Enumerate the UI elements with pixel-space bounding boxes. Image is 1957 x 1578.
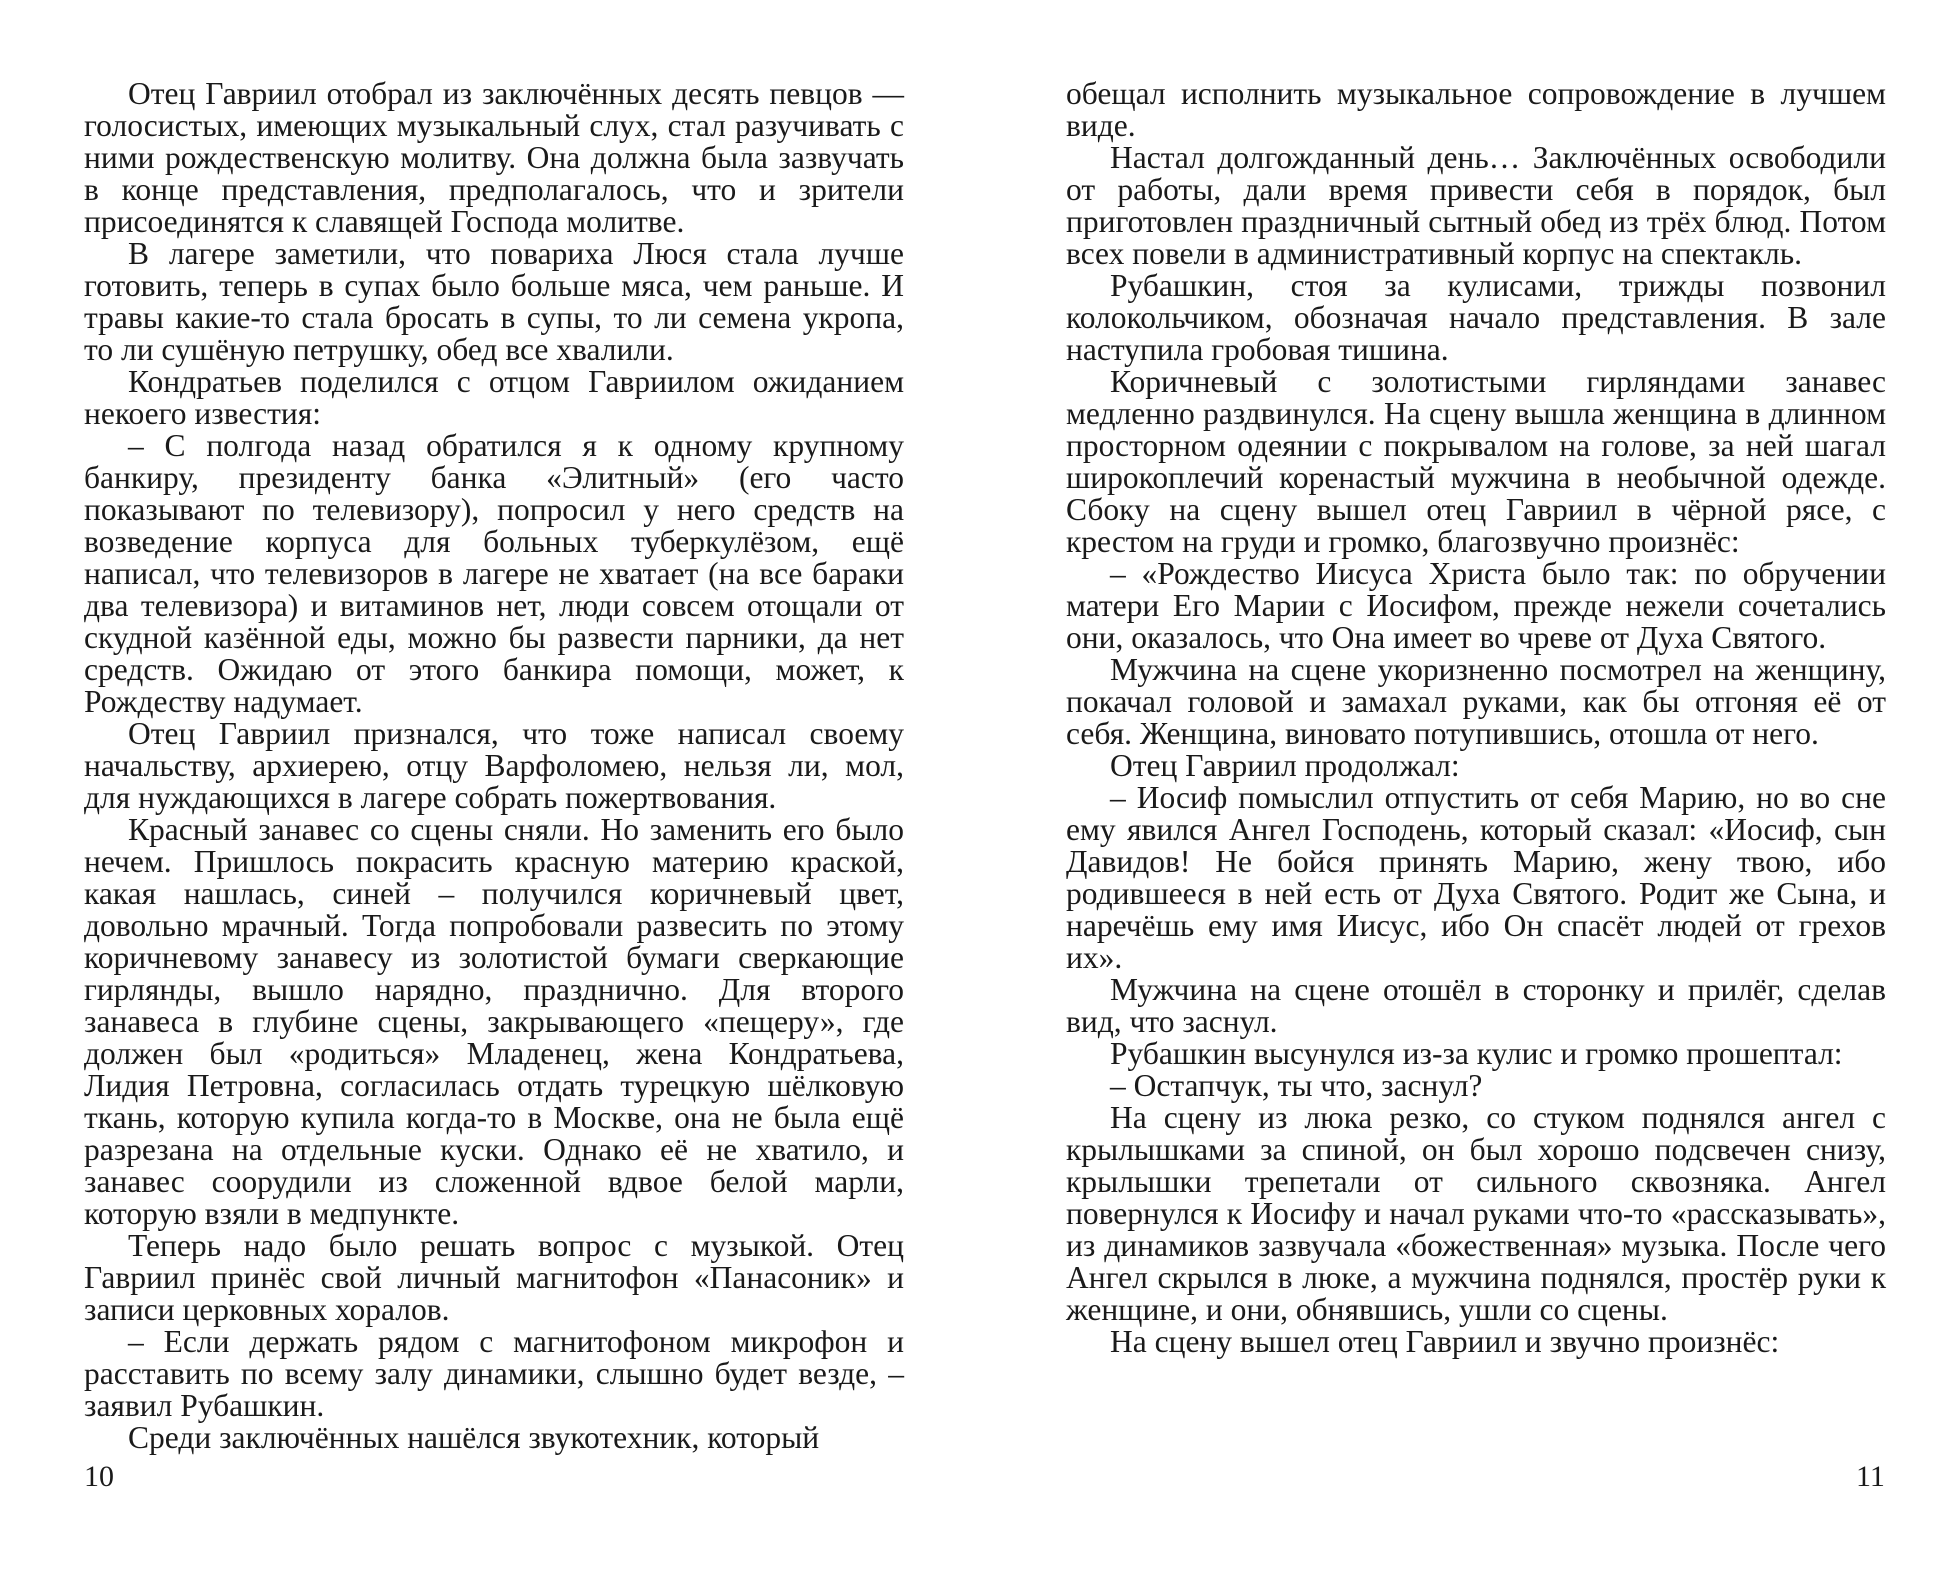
paragraph: – «Рождество Иисуса Христа было так: по обручении матери Его Марии с Иосифом, прежде нежели сочетались они, оказалось, что Она имеет во чреве от Духа Святого. (1066, 556, 1886, 655)
paragraph: В лагере заметили, что повариха Люся стала лучше готовить, теперь в супах было больше мяса, чем раньше. И травы какие-то стала бросать в супы, то ли семена укропа, то ли сушёную петрушку, обед все хвалили. (84, 236, 904, 367)
paragraph: Настал долгожданный день… Заключённых освободили от работы, дали время привести себя в порядок, был приготовлен праздничный сытный обед из трёх блюд. Потом всех повели в административный корпус на спектакль. (1066, 140, 1886, 271)
paragraph: Среди заключённых нашёлся звукотехник, который (128, 1420, 820, 1455)
paragraph: – Иосиф помыслил отпустить от себя Марию, но во сне ему явился Ангел Господень, который сказал: «Иосиф, сын Давидов! Не бойся принять Марию, жену твою, ибо родившееся в ней есть от Духа Святого. Родит же Сына, и наречёшь ему имя Иисус, ибо Он спасёт людей от грехов их». (1066, 780, 1886, 975)
left-page-text (84, 78, 904, 1454)
paragraph: Коричневый с золотистыми гирляндами занавес медленно раздвинулся. На сцену вышла женщина в длинном просторном одеянии с покрывалом на голове, за ней шагал широкоплечий коренастый мужчина в необычной одежде. Сбоку на сцену вышел отец Гавриил в чёрной рясе, с крестом на груди и громко, благозвучно произнёс: (1066, 364, 1886, 559)
right-page (1066, 78, 1886, 1358)
paragraph: Отец Гавриил продолжал: (1110, 748, 1460, 783)
paragraph: Мужчина на сцене отошёл в сторонку и прилёг, сделав вид, что заснул. (1066, 972, 1886, 1039)
paragraph: – Остапчук, ты что, заснул? (1110, 1068, 1483, 1103)
paragraph: На сцену из люка резко, со стуком поднялся ангел с крылышками за спиной, он был хорошо подсвечен снизу, крылышки трепетали от сильного сквозняка. Ангел повернулся к Иосифу и начал руками что-то «рассказывать», из динамиков зазвучала «божественная» музыка. После чего Ангел скрылся в люке, а мужчина поднялся, простёр руки к женщине, и они, обнявшись, ушли со сцены. (1066, 1100, 1886, 1327)
paragraph: Кондратьев поделился с отцом Гавриилом ожиданием некоего известия: (84, 364, 904, 431)
paragraph: Отец Гавриил признался, что тоже написал своему начальству, архиерею, отцу Варфоломею, нельзя ли, мол, для нуждающихся в лагере собрать пожертвования. (84, 716, 904, 815)
paragraph: На сцену вышел отец Гавриил и звучно произнёс: (1110, 1324, 1780, 1359)
paragraph: – Если держать рядом с магнитофоном микрофон и расставить по всему залу динамики, слышно будет везде, – заявил Рубашкин. (84, 1324, 904, 1423)
paragraph: Красный занавес со сцены сняли. Но заменить его было нечем. Пришлось покрасить красную материю краской, какая нашлась, синей – получился коричневый цвет, довольно мрачный. Тогда попробовали развесить по этому коричневому занавесу из золотистой бумаги сверкающие гирлянды, вышло нарядно, празднично. Для второго занавеса в глубине сцены, закрывающего «пещеру», где должен был «родиться» Младенец, жена Кондратьева, Лидия Петровна, согласилась отдать турецкую шёлковую ткань, которую купила когда-то в Москве, она не была ещё разрезана на отдельные куски. Однако её не хватило, и занавес соорудили из сложенной вдвое белой марли, которую взяли в медпункте. (84, 812, 904, 1231)
page-number-left: 10 (84, 1460, 114, 1493)
paragraph: Теперь надо было решать вопрос с музыкой. Отец Гавриил принёс свой личный магнитофон «Панасоник» и записи церковных хоралов. (84, 1228, 904, 1327)
paragraph: Отец Гавриил отобрал из заключённых десять певцов — голосистых, имеющих музыкальный слух, стал разучивать с ними рождественскую молитву. Она должна была зазвучать в конце представления, предполагалось, что и зрители присоединятся к славящей Господа молитве. (84, 76, 904, 239)
paragraph: Рубашкин высунулся из-за кулис и громко прошептал: (1110, 1036, 1843, 1071)
continuation-paragraph: обещал исполнить музыкальное сопровождение в лучшем виде. (1066, 76, 1886, 143)
paragraph: – С полгода назад обратился я к одному крупному банкиру, президенту банка «Элитный» (его часто показывают по телевизору), попросил у него средств на возведение корпуса для больных туберкулёзом, ещё написал, что телевизоров в лагере не хватает (на все бараки два телевизора) и витаминов нет, люди совсем отощали от скудной казённой еды, можно бы развести парники, да нет средств. Ожидаю от этого банкира помощи, может, к Рождеству надумает. (84, 428, 904, 719)
paragraph: Рубашкин, стоя за кулисами, трижды позвонил колокольчиком, обозначая начало представления. В зале наступила гробовая тишина. (1066, 268, 1886, 367)
left-page (84, 78, 904, 1454)
page-number-right: 11 (1856, 1460, 1885, 1493)
right-page-text (1066, 78, 1886, 1358)
paragraph: Мужчина на сцене укоризненно посмотрел на женщину, покачал головой и замахал руками, как бы отгоняя её от себя. Женщина, виновато потупившись, отошла от него. (1066, 652, 1886, 751)
